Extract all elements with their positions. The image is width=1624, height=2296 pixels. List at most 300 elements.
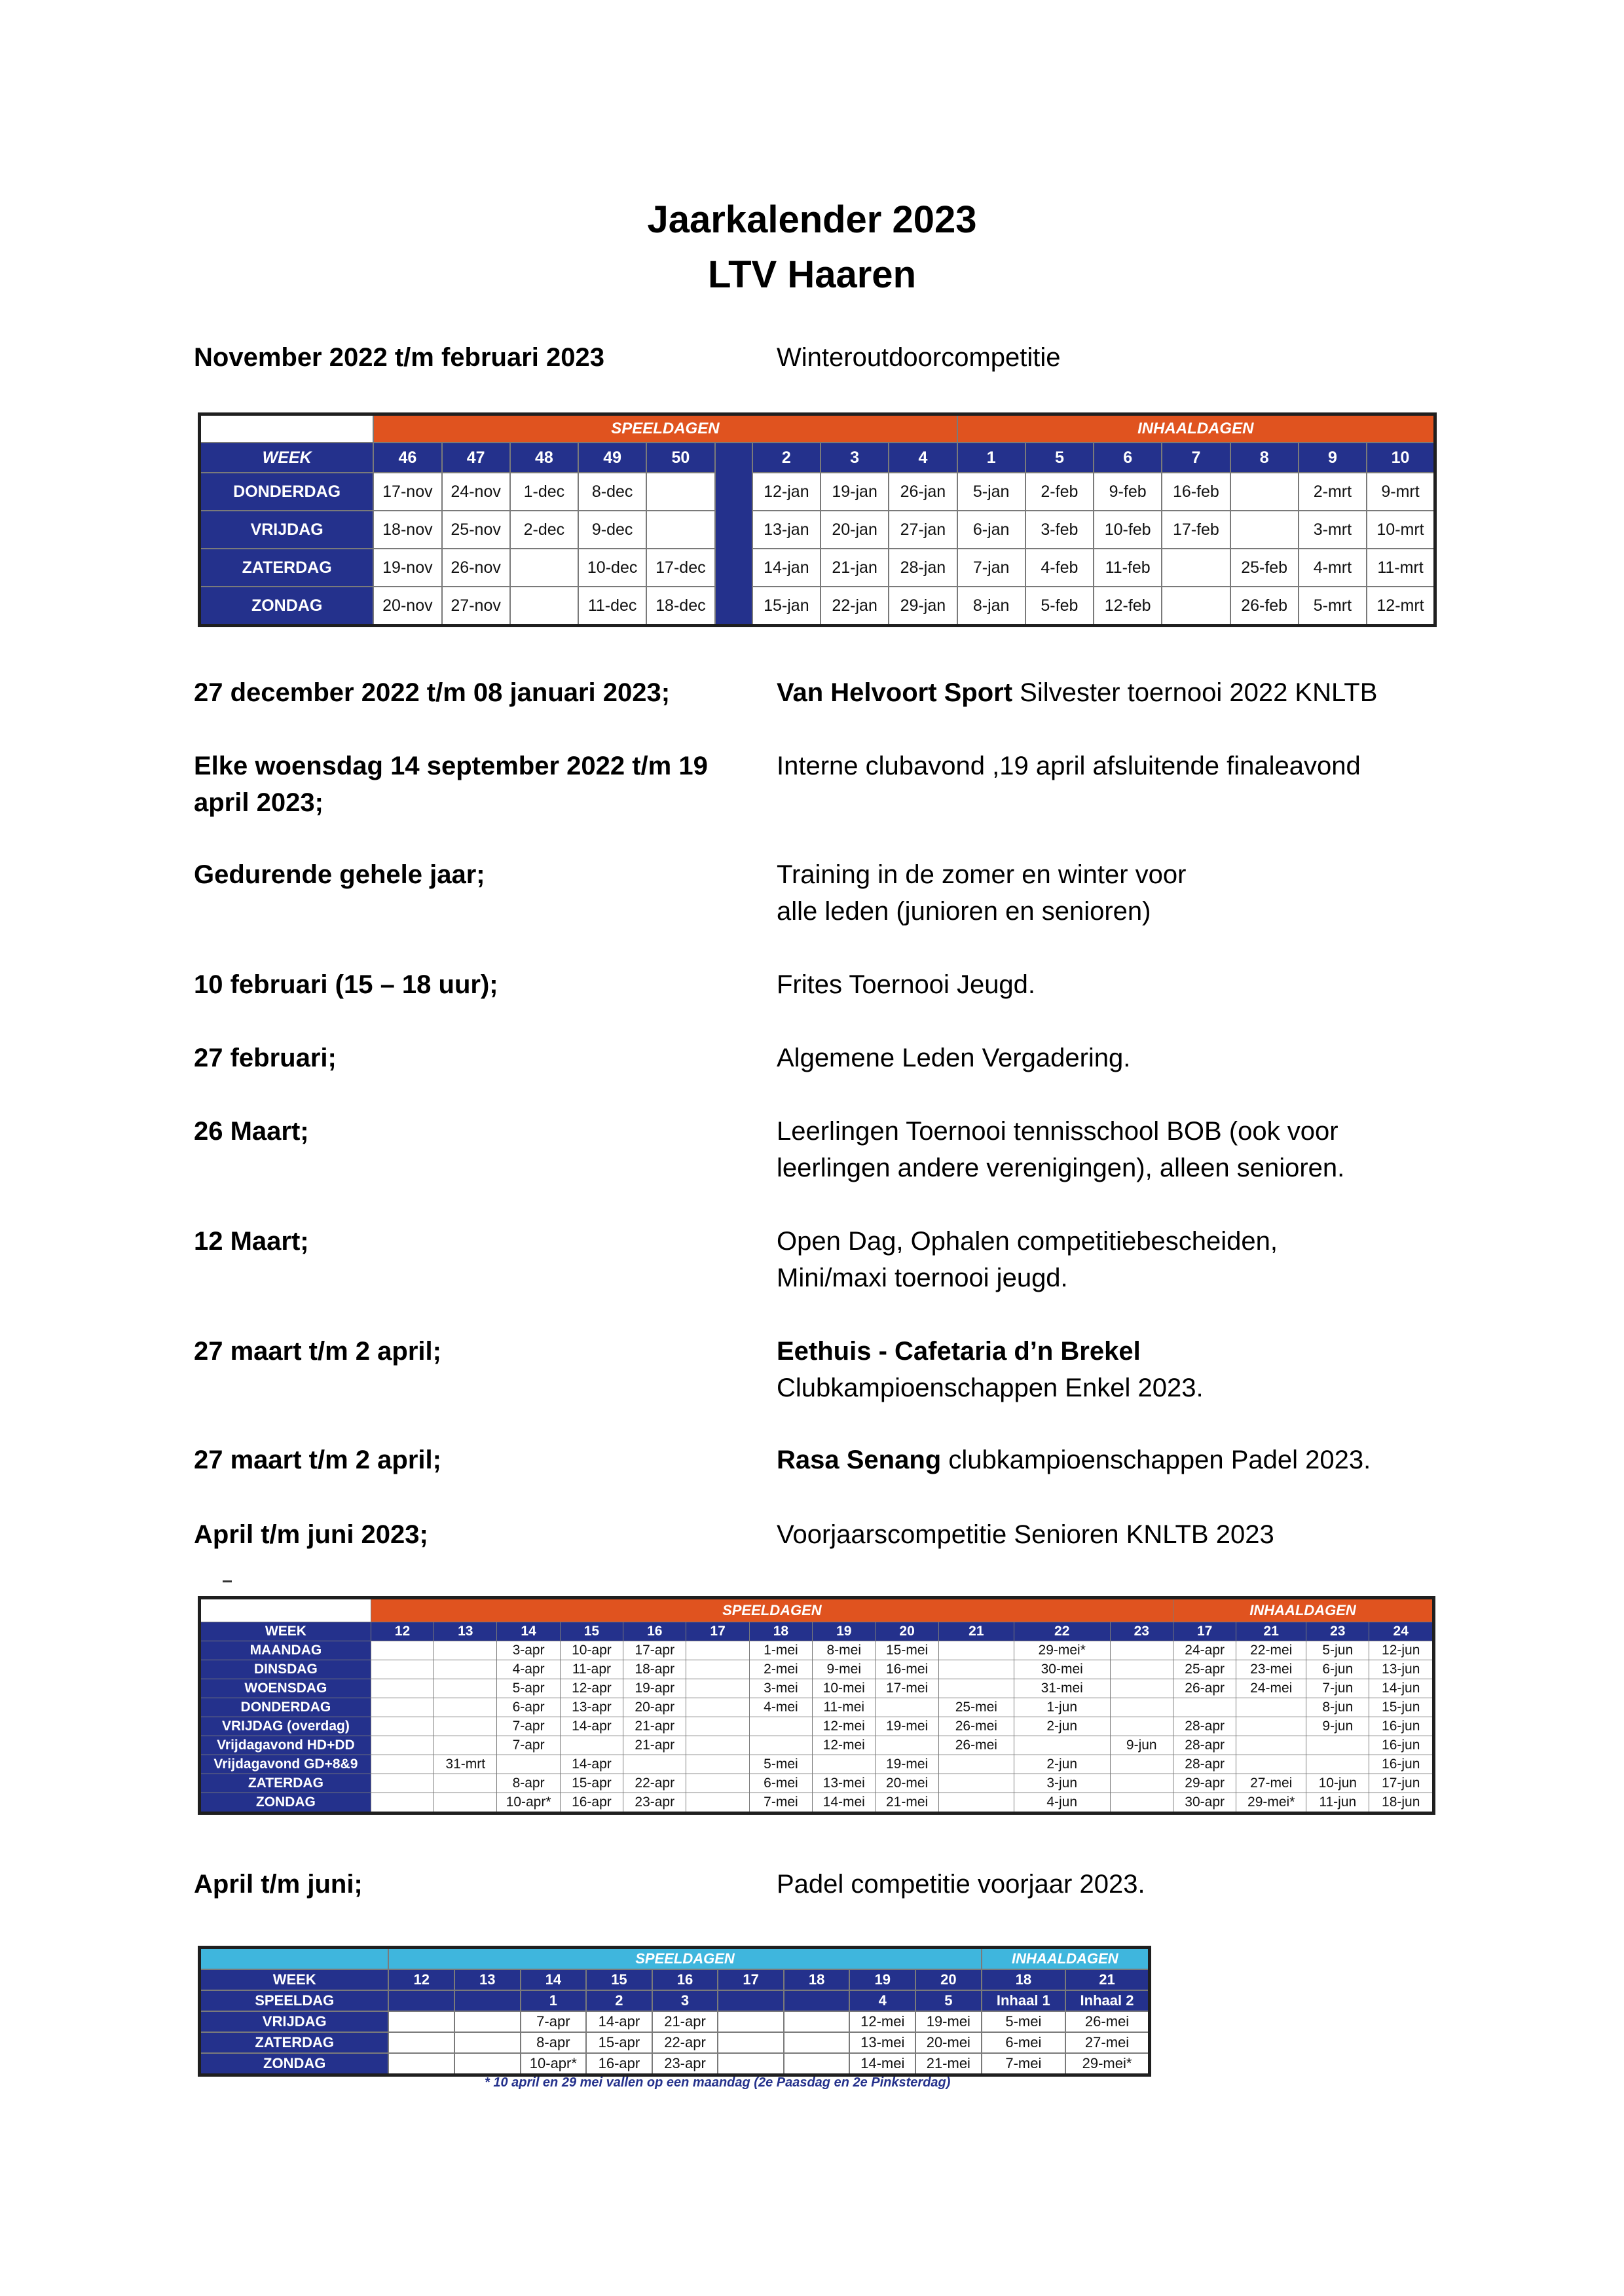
table-row [200,1736,1434,1755]
date-cell [434,1736,497,1755]
date-cell [686,1793,749,1813]
date-cell: 8-apr [497,1774,560,1793]
date-cell: 9-mrt [1367,473,1435,511]
entry-description [777,1333,1438,1406]
entry-date: 27 december 2022 t/m 08 januari 2023; [194,678,671,707]
week-number: 49 [578,443,646,473]
entry-date: 10 februari (15 – 18 uur); [194,970,498,999]
week-number: 14 [497,1622,560,1641]
date-cell: 20-jan [821,511,889,549]
date-cell: 10-apr [560,1641,623,1660]
date-cell [371,1755,434,1774]
date-cell [686,1641,749,1660]
date-cell: 7-jun [1306,1679,1369,1698]
entry-date: Gedurende gehele jaar; [194,860,485,889]
week-number: 47 [442,443,510,473]
date-cell: 14-apr [586,2011,652,2032]
speeldag-number [718,1990,784,2011]
date-cell [388,2053,454,2075]
date-cell: 9-mei [813,1660,876,1679]
date-cell: 30-apr [1173,1793,1236,1813]
day-label: DONDERDAG [200,1698,371,1717]
table-row [200,1717,1434,1736]
date-cell: 5-apr [497,1679,560,1698]
date-cell: 13-jan [752,511,821,549]
date-cell: 5-jan [957,473,1025,511]
date-cell: 21-jan [821,549,889,587]
week-number: 17 [686,1622,749,1641]
week-label: WEEK [200,1622,371,1641]
week-number: 5 [1025,443,1094,473]
speeldag-number [454,1990,521,2011]
date-cell: 26-feb [1230,587,1299,626]
date-cell [646,511,714,549]
date-cell: 1-mei [749,1641,812,1660]
date-cell: 26-mei [938,1717,1014,1736]
week-number: 2 [752,443,821,473]
date-cell: 25-apr [1173,1660,1236,1679]
date-cell: 7-mei [982,2053,1065,2075]
day-label: VRIJDAG [200,2011,389,2032]
description-text: Silvester toernooi 2022 KNLTB [1012,678,1378,707]
day-label: VRIJDAG (overdag) [200,1717,371,1736]
date-cell [686,1736,749,1755]
padel-footnote: * 10 april en 29 mei vallen op een maandag (2e Paasdag en 2e Pinksterdag) [485,2075,951,2090]
date-cell: 11-jun [1306,1793,1369,1813]
date-cell: 4-apr [497,1660,560,1679]
date-cell [784,2053,850,2075]
week-number: 24 [1369,1622,1434,1641]
date-cell [938,1641,1014,1660]
week-number: 13 [434,1622,497,1641]
date-cell: 28-apr [1173,1755,1236,1774]
date-cell: 18-apr [623,1660,686,1679]
date-cell: 31-mei [1014,1679,1110,1698]
date-cell: 26-mei [1065,2011,1149,2032]
date-cell [371,1717,434,1736]
date-cell [749,1717,812,1736]
table-row [200,511,1435,549]
date-cell: 2-mrt [1299,473,1367,511]
date-cell: 12-jun [1369,1641,1434,1660]
date-cell: 26-nov [442,549,510,587]
day-label: ZONDAG [200,1793,371,1813]
date-cell [784,2011,850,2032]
date-cell: 8-jan [957,587,1025,626]
date-cell: 12-jan [752,473,821,511]
table-row [200,1793,1434,1813]
day-label: ZONDAG [200,587,374,626]
description-text: alle leden (junioren en senioren) [777,897,1151,926]
date-cell: 10-apr* [497,1793,560,1813]
date-cell: 27-mei [1065,2032,1149,2053]
table-row [200,587,1435,626]
description-line [777,1223,1438,1260]
description-line [777,893,1438,930]
table-row [200,1698,1434,1717]
entry-date: November 2022 t/m februari 2023 [194,343,604,372]
date-cell [1236,1717,1306,1736]
description-line [777,1260,1438,1296]
page-subtitle: LTV Haaren [707,253,916,296]
week-number: 19 [849,1969,915,1990]
date-cell: 4-jun [1014,1793,1110,1813]
date-cell: 15-apr [586,2032,652,2053]
date-cell [371,1736,434,1755]
date-cell: 16-mei [876,1660,938,1679]
date-cell [434,1641,497,1660]
date-cell [718,2053,784,2075]
sponsor-name: Eethuis - Cafetaria d’n Brekel [777,1337,1141,1366]
date-cell: 9-feb [1094,473,1162,511]
date-cell [686,1774,749,1793]
speeldag-number: 4 [849,1990,915,2011]
date-cell: 15-apr [560,1774,623,1793]
date-cell [1110,1660,1173,1679]
week-number: 19 [813,1622,876,1641]
date-cell [510,549,578,587]
date-cell [371,1641,434,1660]
date-cell [1110,1717,1173,1736]
date-cell [623,1755,686,1774]
description-line [777,1333,1438,1370]
date-cell [718,2011,784,2032]
week-number: 16 [623,1622,686,1641]
date-cell: 5-mei [749,1755,812,1774]
week-number: 10 [1367,443,1435,473]
date-cell: 13-apr [560,1698,623,1717]
date-cell: 19-mei [915,2011,982,2032]
winter-competition-table [198,412,1437,627]
date-cell: 3-apr [497,1641,560,1660]
day-label: DINSDAG [200,1660,371,1679]
date-cell: 3-jun [1014,1774,1110,1793]
page-title: Jaarkalender 2023 [647,198,977,241]
date-cell: 26-jan [889,473,957,511]
date-cell: 30-mei [1014,1660,1110,1679]
day-label: ZONDAG [200,2053,389,2075]
entry-description [777,1113,1438,1186]
week-number: 15 [560,1622,623,1641]
date-cell: 9-jun [1306,1717,1369,1736]
date-cell: 21-mei [876,1793,938,1813]
date-cell [434,1660,497,1679]
date-cell: 17-jun [1369,1774,1434,1793]
date-cell [434,1698,497,1717]
date-cell: 20-apr [623,1698,686,1717]
date-cell [454,2032,521,2053]
date-cell: 12-mei [813,1736,876,1755]
date-cell: 18-dec [646,587,714,626]
date-cell: 19-mei [876,1717,938,1736]
date-cell: 20-mei [915,2032,982,2053]
date-cell: 18-jun [1369,1793,1434,1813]
date-cell: 21-apr [652,2011,718,2032]
week-number: 50 [646,443,714,473]
section-inhaaldagen: INHAALDAGEN [982,1948,1150,1970]
description-line [777,1370,1438,1406]
week-number: 3 [821,443,889,473]
description-text: leerlingen andere verenigingen), alleen senioren. [777,1154,1345,1182]
date-cell: 7-jan [957,549,1025,587]
date-cell [938,1755,1014,1774]
date-cell [938,1679,1014,1698]
table-row [200,2053,1150,2075]
day-label: ZATERDAG [200,2032,389,2053]
table-row [200,1755,1434,1774]
sponsor-name: Rasa Senang [777,1446,942,1474]
date-cell: 18-nov [373,511,441,549]
date-cell: 16-feb [1162,473,1230,511]
date-cell [1236,1755,1306,1774]
day-label: MAANDAG [200,1641,371,1660]
date-cell: 26-apr [1173,1679,1236,1698]
week-number: 17 [718,1969,784,1990]
week-number: 21 [1236,1622,1306,1641]
date-cell [686,1717,749,1736]
date-cell: 8-jun [1306,1698,1369,1717]
date-cell: 19-jan [821,473,889,511]
date-cell: 27-nov [442,587,510,626]
date-cell [1110,1774,1173,1793]
date-cell: 13-mei [813,1774,876,1793]
description-text: Frites Toernooi Jeugd. [777,970,1036,999]
table-row [200,1774,1434,1793]
entry-date: 12 Maart; [194,1227,309,1256]
date-cell [1110,1793,1173,1813]
date-cell [1230,511,1299,549]
week-number: 48 [510,443,578,473]
description-text: Algemene Leden Vergadering. [777,1044,1131,1072]
date-cell: 28-apr [1173,1736,1236,1755]
week-number: 15 [586,1969,652,1990]
date-cell: 2-jun [1014,1717,1110,1736]
description-text: Mini/maxi toernooi jeugd. [777,1264,1068,1292]
entry-date: April t/m juni 2023; [194,1520,428,1549]
week-number: 8 [1230,443,1299,473]
date-cell: 20-nov [373,587,441,626]
date-cell [1236,1698,1306,1717]
week-number: 9 [1299,443,1367,473]
date-cell: 19-nov [373,549,441,587]
date-cell [1110,1641,1173,1660]
week-number: 12 [371,1622,434,1641]
date-cell: 29-mei* [1065,2053,1149,2075]
date-cell: 23-apr [623,1793,686,1813]
date-cell: 10-feb [1094,511,1162,549]
date-cell: 2-dec [510,511,578,549]
date-cell: 7-apr [497,1736,560,1755]
date-cell [813,1755,876,1774]
date-cell [371,1698,434,1717]
description-line [777,1040,1438,1076]
description-line [777,1150,1438,1186]
date-cell: 11-dec [578,587,646,626]
date-cell [454,2011,521,2032]
date-cell: 24-apr [1173,1641,1236,1660]
section-inhaaldagen: INHAALDAGEN [957,414,1435,443]
date-cell: 11-mei [813,1698,876,1717]
table-row [200,473,1435,511]
date-cell: 10-jun [1306,1774,1369,1793]
date-cell [1110,1755,1173,1774]
date-cell: 3-feb [1025,511,1094,549]
date-cell [434,1679,497,1698]
date-cell: 13-jun [1369,1660,1434,1679]
date-cell: 7-mei [749,1793,812,1813]
week-number: 1 [957,443,1025,473]
date-cell [938,1793,1014,1813]
date-cell: 23-mei [1236,1660,1306,1679]
date-cell [388,2011,454,2032]
speeldag-number [388,1990,454,2011]
date-cell: 12-mei [813,1717,876,1736]
date-cell: 4-mrt [1299,549,1367,587]
date-cell: 11-mrt [1367,549,1435,587]
date-cell [1306,1736,1369,1755]
entry-description [777,1442,1438,1478]
week-label: WEEK [200,1969,389,1990]
date-cell: 2-feb [1025,473,1094,511]
date-cell: 17-nov [373,473,441,511]
description-line [777,856,1438,893]
date-cell: 14-apr [560,1755,623,1774]
date-cell [1306,1755,1369,1774]
date-cell: 19-mei [876,1755,938,1774]
date-cell: 14-apr [560,1717,623,1736]
table-row [200,1660,1434,1679]
date-cell: 1-jun [1014,1698,1110,1717]
speeldag-number: 5 [915,1990,982,2011]
date-cell: 5-mrt [1299,587,1367,626]
entry-description [777,748,1438,784]
date-cell: 21-apr [623,1736,686,1755]
date-cell: 29-apr [1173,1774,1236,1793]
date-cell [1173,1698,1236,1717]
section-speeldagen: SPEELDAGEN [373,414,957,443]
date-cell: 11-apr [560,1660,623,1679]
date-cell [749,1736,812,1755]
date-cell [497,1755,560,1774]
week-number: 18 [749,1622,812,1641]
description-text: clubkampioenschappen Padel 2023. [941,1446,1371,1474]
date-cell: 3-mrt [1299,511,1367,549]
date-cell: 10-mei [813,1679,876,1698]
description-text: Padel competitie voorjaar 2023. [777,1870,1145,1899]
week-number: 12 [388,1969,454,1990]
date-cell: 14-mei [813,1793,876,1813]
date-cell: 5-feb [1025,587,1094,626]
description-line [777,1516,1438,1553]
date-cell: 10-mrt [1367,511,1435,549]
week-number: 16 [652,1969,718,1990]
date-cell: 25-nov [442,511,510,549]
date-cell: 9-jun [1110,1736,1173,1755]
week-number: 46 [373,443,441,473]
padel-competition-table [198,1946,1151,2077]
date-cell: 7-apr [521,2011,587,2032]
date-cell [434,1717,497,1736]
entry-description [777,674,1438,711]
date-cell [784,2032,850,2053]
date-cell [686,1660,749,1679]
date-cell: 6-jun [1306,1660,1369,1679]
date-cell: 14-mei [849,2053,915,2075]
date-cell: 25-mei [938,1698,1014,1717]
date-cell: 9-dec [578,511,646,549]
date-cell: 15-mei [876,1641,938,1660]
description-text: Interne clubavond ,19 april afsluitende finaleavond [777,752,1361,780]
date-cell: 14-jan [752,549,821,587]
date-cell: 12-feb [1094,587,1162,626]
date-cell [1162,587,1230,626]
date-cell: 5-jun [1306,1641,1369,1660]
date-cell [686,1755,749,1774]
date-cell: 17-feb [1162,511,1230,549]
week-number: 4 [889,443,957,473]
day-label: ZATERDAG [200,1774,371,1793]
section-inhaaldagen: INHAALDAGEN [1173,1598,1433,1622]
date-cell: 17-dec [646,549,714,587]
date-cell [371,1679,434,1698]
description-text: Open Dag, Ophalen competitiebescheiden, [777,1227,1278,1256]
date-cell: 12-mrt [1367,587,1435,626]
date-cell: 4-mei [749,1698,812,1717]
description-text: Leerlingen Toernooi tennisschool BOB (ook voor [777,1117,1338,1146]
date-cell: 11-feb [1094,549,1162,587]
date-cell [371,1660,434,1679]
date-cell [876,1736,938,1755]
date-cell: 6-apr [497,1698,560,1717]
date-cell: 28-apr [1173,1717,1236,1736]
date-cell: 19-apr [623,1679,686,1698]
date-cell: 12-mei [849,2011,915,2032]
date-cell: 3-mei [749,1679,812,1698]
date-cell: 20-mei [876,1774,938,1793]
week-number: 23 [1110,1622,1173,1641]
sponsor-name: Van Helvoort Sport [777,678,1013,707]
entry-date: 27 maart t/m 2 april; [194,1337,441,1366]
date-cell: 2-mei [749,1660,812,1679]
week-number: 18 [784,1969,850,1990]
date-cell: 16-apr [586,2053,652,2075]
description-text: Clubkampioenschappen Enkel 2023. [777,1374,1204,1402]
section-speeldagen: SPEELDAGEN [388,1948,981,1970]
entry-date: 27 februari; [194,1044,337,1072]
date-cell: 28-jan [889,549,957,587]
date-cell [560,1736,623,1755]
entry-description [777,1040,1438,1076]
week-number: 20 [876,1622,938,1641]
spring-competition-table [198,1596,1435,1815]
date-cell [876,1698,938,1717]
entry-description [777,339,1438,376]
week-number: 22 [1014,1622,1110,1641]
date-cell: 16-apr [560,1793,623,1813]
date-cell: 21-mei [915,2053,982,2075]
date-cell: 2-jun [1014,1755,1110,1774]
entry-date: Elke woensdag 14 september 2022 t/m 19 april 2023; [194,752,708,817]
description-line [777,966,1438,1003]
description-line [777,1113,1438,1150]
date-cell: 7-apr [497,1717,560,1736]
description-text: Winteroutdoorcompetitie [777,343,1061,372]
date-cell: 29-jan [889,587,957,626]
date-cell [371,1774,434,1793]
date-cell: 10-apr* [521,2053,587,2075]
date-cell [938,1660,1014,1679]
date-cell: 24-mei [1236,1679,1306,1698]
